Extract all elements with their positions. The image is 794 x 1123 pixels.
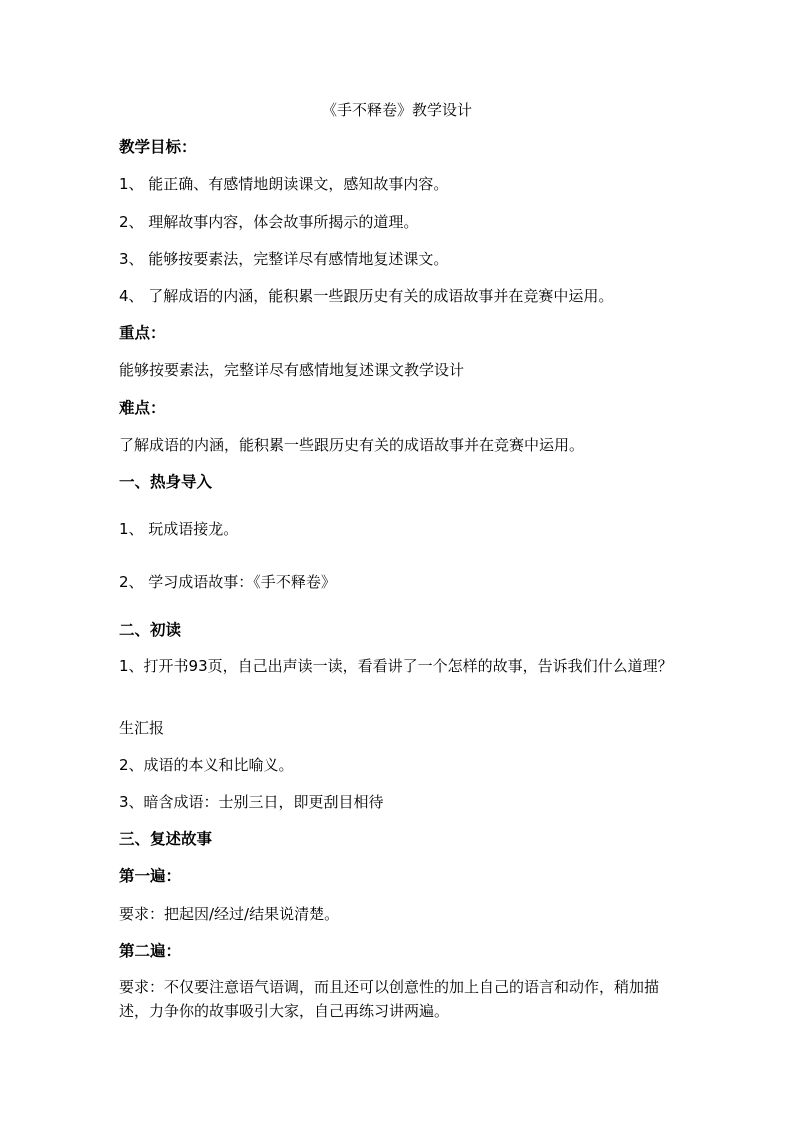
- difficulty-text: 了解成语的内涵，能积累一些跟历史有关的成语故事并在竞赛中运用。: [119, 436, 585, 454]
- section2-heading: 二、初读: [119, 621, 182, 639]
- second-round-text: 要求：不仅要注意语气语调，而且还可以创意性的加上自己的语言和动作，稍加描述，力争你的故事吸引大家，自己再练习讲两遍。: [119, 978, 660, 1020]
- key-point-text: 能够按要素法，完整详尽有感情地复述课文教学设计: [119, 361, 465, 379]
- section1-item: 2、 学习成语故事：《手不释卷》: [119, 573, 336, 591]
- section2-item: 3、暗含成语：士别三日，即更刮目相待: [119, 793, 384, 811]
- goal-item: 4、 了解成语的内涵，能积累一些跟历史有关的成语故事并在竞赛中运用。: [119, 287, 614, 305]
- goal-item: 3、 能够按要素法，完整详尽有感情地复述课文。: [119, 250, 449, 268]
- section3-heading: 三、复述故事: [119, 830, 213, 848]
- section2-item: 生汇报: [119, 719, 165, 737]
- section2-item: 1、打开书93页，自己出声读一读，看看讲了一个怎样的故事，告诉我们什么道理？: [119, 657, 673, 675]
- first-round-text: 要求：把起因/经过/结果说清楚。: [119, 905, 340, 923]
- section2-item: 2、成语的本义和比喻义。: [119, 756, 294, 774]
- document-title: 《手不释卷》教学设计: [321, 101, 472, 119]
- second-round-heading: 第二遍：: [119, 942, 182, 960]
- first-round-heading: 第一遍：: [119, 867, 182, 885]
- section1-item: 1、 玩成语接龙。: [119, 520, 239, 538]
- goal-item: 2、 理解故事内容，体会故事所揭示的道理。: [119, 213, 419, 231]
- section1-heading: 一、热身导入: [119, 473, 213, 491]
- goals-heading: 教学目标：: [119, 138, 197, 156]
- difficulty-heading: 难点：: [119, 399, 166, 417]
- key-point-heading: 重点：: [119, 324, 166, 342]
- goal-item: 1、 能正确、有感情地朗读课文，感知故事内容。: [119, 175, 449, 193]
